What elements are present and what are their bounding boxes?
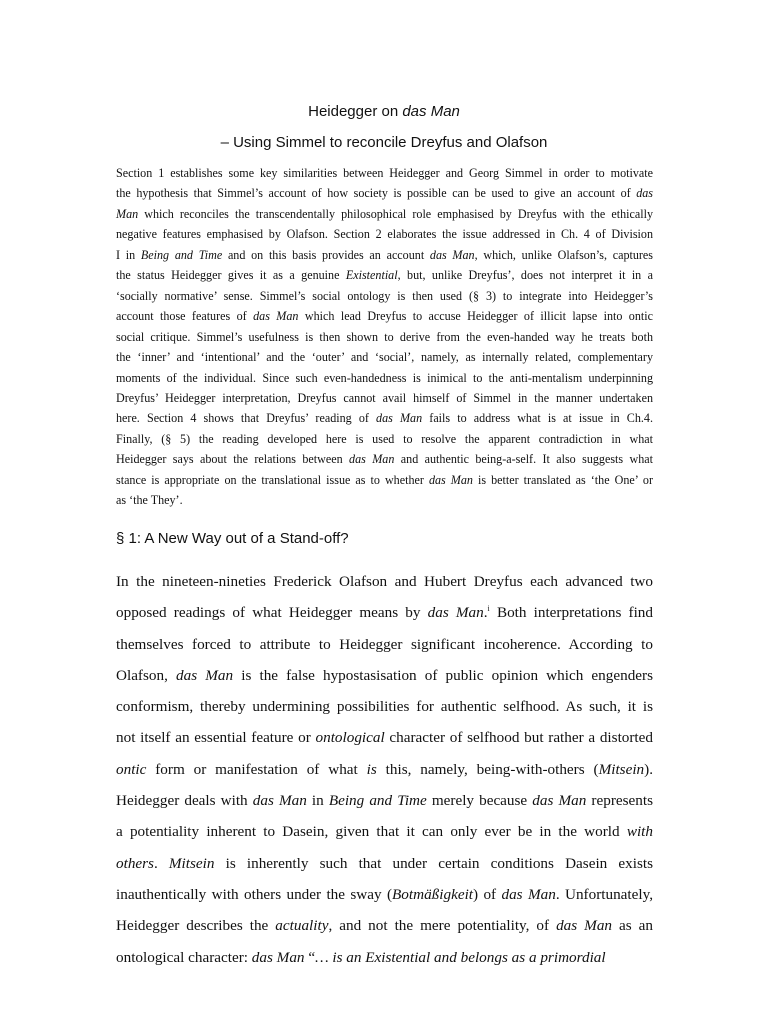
text-line bbox=[116, 163, 653, 183]
text-run: form or manifestation of what bbox=[146, 760, 367, 778]
text-run: conformism, thereby undermining possibilities for authentic selfhood. As such, it is bbox=[116, 698, 653, 716]
text-run: Olafson, bbox=[116, 666, 177, 684]
italic-run: das Man bbox=[376, 411, 423, 426]
italic-run: das Man bbox=[427, 604, 484, 622]
italic-run: others bbox=[116, 854, 154, 872]
text-run: In the nineteen-nineties Frederick Olafson and Hubert Dreyfus each advanced two bbox=[116, 573, 653, 590]
text-run: opposed readings of what Heidegger means by bbox=[116, 604, 428, 622]
text-line bbox=[116, 245, 653, 265]
text-run: Finally, (§ 5) the reading developed here is used to resolve the apparent contradiction in what bbox=[116, 431, 653, 446]
italic-run: ontological bbox=[315, 729, 385, 747]
text-run: as ‘the They’. bbox=[116, 493, 183, 508]
text-line bbox=[116, 449, 653, 469]
section-heading: § 1: A New Way out of a Stand-off? bbox=[116, 530, 349, 547]
italic-run: Botmäßigkeit bbox=[392, 885, 474, 903]
text-run: ). bbox=[644, 760, 653, 778]
text-line bbox=[116, 224, 653, 244]
text-run: merely because bbox=[426, 792, 533, 810]
italic-run: Existential bbox=[345, 268, 398, 283]
text-run: Heidegger describes the bbox=[116, 917, 276, 935]
text-run: and authentic being-a-self. It also suggests what bbox=[394, 452, 653, 467]
text-run: Both interpretations find bbox=[489, 604, 653, 622]
italic-run: with bbox=[626, 823, 653, 841]
text-line bbox=[116, 347, 653, 367]
italic-run: Being and Time bbox=[328, 792, 427, 810]
text-run: is the false hypostasisation of public opinion which engenders bbox=[233, 666, 653, 684]
text-run: moments of the individual. Since such even-handedness is inimical to the anti-mentalism underpinning bbox=[116, 370, 653, 385]
document-title bbox=[0, 103, 768, 120]
text-run: , and not the mere potentiality, of bbox=[328, 917, 557, 935]
italic-run: … is an Existential and belongs as a primordial bbox=[315, 948, 606, 966]
text-line bbox=[116, 848, 653, 879]
text-run: here. Section 4 shows that Dreyfus’ reading of bbox=[116, 411, 377, 426]
text-run: . bbox=[483, 604, 488, 622]
text-run: which reconciles the transcendentally philosophical role emphasised by Dreyfus with the ethically bbox=[138, 206, 653, 221]
italic-run: das Man bbox=[501, 885, 556, 903]
text-line bbox=[116, 327, 653, 347]
text-line bbox=[116, 429, 653, 449]
italic-run: das bbox=[636, 186, 653, 201]
text-run: social critique. Simmel’s usefulness is then shown to derive from the even-handed way he treats both bbox=[116, 329, 653, 344]
text-line bbox=[116, 754, 653, 785]
text-run: inauthentically with others under the sway ( bbox=[116, 885, 393, 903]
text-line bbox=[116, 879, 653, 910]
italic-run: Being and Time bbox=[140, 247, 223, 262]
text-line bbox=[116, 722, 653, 753]
text-line bbox=[116, 660, 653, 691]
text-run: as an bbox=[612, 917, 653, 935]
italic-run: Mitsein bbox=[168, 854, 215, 872]
text-run: is inherently such that under certain conditions Dasein exists bbox=[214, 854, 653, 872]
italic-run: das Man bbox=[176, 666, 234, 684]
text-line bbox=[116, 183, 653, 203]
text-run: “ bbox=[304, 948, 316, 966]
italic-run: das Man bbox=[252, 792, 307, 810]
text-line bbox=[116, 265, 653, 285]
italic-run: das Man bbox=[429, 247, 475, 262]
text-line bbox=[116, 388, 653, 408]
text-run: a potentiality inherent to Dasein, given that it can only ever be in the world bbox=[116, 823, 627, 841]
text-run: Heidegger says about the relations between bbox=[116, 452, 350, 467]
text-line bbox=[116, 816, 653, 847]
text-line bbox=[116, 597, 653, 628]
text-line bbox=[116, 408, 653, 428]
text-line bbox=[116, 691, 653, 722]
text-line bbox=[116, 306, 653, 326]
text-line bbox=[116, 629, 653, 660]
italic-run: das Man bbox=[253, 309, 299, 324]
text-run: character of selfhood but rather a distorted bbox=[384, 729, 653, 747]
text-line bbox=[116, 942, 653, 973]
document-subtitle: – Using Simmel to reconcile Dreyfus and Olafson bbox=[220, 134, 548, 151]
italic-run: Man bbox=[116, 206, 139, 221]
text-line bbox=[116, 490, 653, 510]
text-run: Dreyfus’ Heidegger interpretation, Dreyfus cannot avail himself of Simmel in the manner undertaken bbox=[116, 390, 653, 405]
text-run: is better translated as ‘the One’ or bbox=[472, 472, 653, 487]
text-run: account those features of bbox=[116, 309, 254, 324]
text-run: negative features emphasised by Olafson. Section 2 elaborates the issue addressed in Ch. 4 of Division bbox=[116, 227, 653, 242]
text-line bbox=[116, 910, 653, 941]
text-run: I in bbox=[116, 247, 141, 262]
text-run: , which, unlike Olafson’s, captures bbox=[474, 247, 654, 262]
text-line bbox=[116, 566, 653, 597]
text-run: this, namely, being-with-others ( bbox=[376, 760, 599, 778]
text-line bbox=[116, 368, 653, 388]
text-run: ontological character: bbox=[116, 948, 252, 966]
text-run: in bbox=[306, 792, 329, 810]
text-run: represents bbox=[586, 792, 653, 810]
italic-run: das Man bbox=[532, 792, 587, 810]
title-italic: das Man bbox=[402, 103, 460, 120]
italic-run: Mitsein bbox=[598, 760, 645, 778]
text-run: not itself an essential feature or bbox=[116, 729, 316, 747]
text-run: the hypothesis that Simmel’s account of how society is possible can be used to give an account of bbox=[116, 186, 637, 201]
text-run: Section 1 establishes some key similarities between Heidegger and Georg Simmel in order to motivate bbox=[116, 166, 653, 180]
text-line bbox=[116, 470, 653, 490]
text-line bbox=[116, 204, 653, 224]
italic-run: actuality bbox=[275, 917, 329, 935]
text-run: the ‘inner’ and ‘intentional’ and the ‘outer’ and ‘social’, namely, as internally related, complementary bbox=[116, 350, 653, 365]
abstract bbox=[116, 163, 653, 511]
italic-run: das Man bbox=[428, 472, 473, 487]
text-run: stance is appropriate on the translational issue as to whether bbox=[116, 472, 429, 487]
text-run: ) of bbox=[473, 885, 502, 903]
text-run: . Unfortunately, bbox=[555, 885, 653, 903]
italic-run: das Man bbox=[251, 948, 305, 966]
body-paragraph bbox=[116, 566, 653, 973]
text-run: , but, unlike Dreyfus’, does not interpret it in a bbox=[397, 268, 653, 283]
text-run: . bbox=[153, 854, 169, 872]
text-line bbox=[116, 785, 653, 816]
text-run: ‘socially normative’ sense. Simmel’s social ontology is then used (§ 3) to integrate into Heidegger’s bbox=[116, 288, 653, 303]
text-run: which lead Dreyfus to accuse Heidegger of illicit lapse into ontic bbox=[298, 309, 653, 324]
italic-run: das Man bbox=[349, 452, 395, 467]
text-run: fails to address what is at issue in Ch.4. bbox=[422, 411, 653, 426]
text-run: the status Heidegger gives it as a genuine bbox=[116, 268, 346, 283]
text-run: Heidegger deals with bbox=[116, 792, 253, 810]
italic-run: das Man bbox=[556, 917, 613, 935]
footnote-marker: i bbox=[487, 604, 490, 614]
text-run: and on this basis provides an account bbox=[222, 247, 430, 262]
title-prefix: Heidegger on bbox=[308, 103, 403, 120]
italic-run: ontic bbox=[116, 760, 147, 778]
text-line bbox=[116, 286, 653, 306]
text-run: themselves forced to attribute to Heidegger significant incoherence. According to bbox=[116, 635, 653, 653]
italic-run: is bbox=[366, 760, 377, 778]
